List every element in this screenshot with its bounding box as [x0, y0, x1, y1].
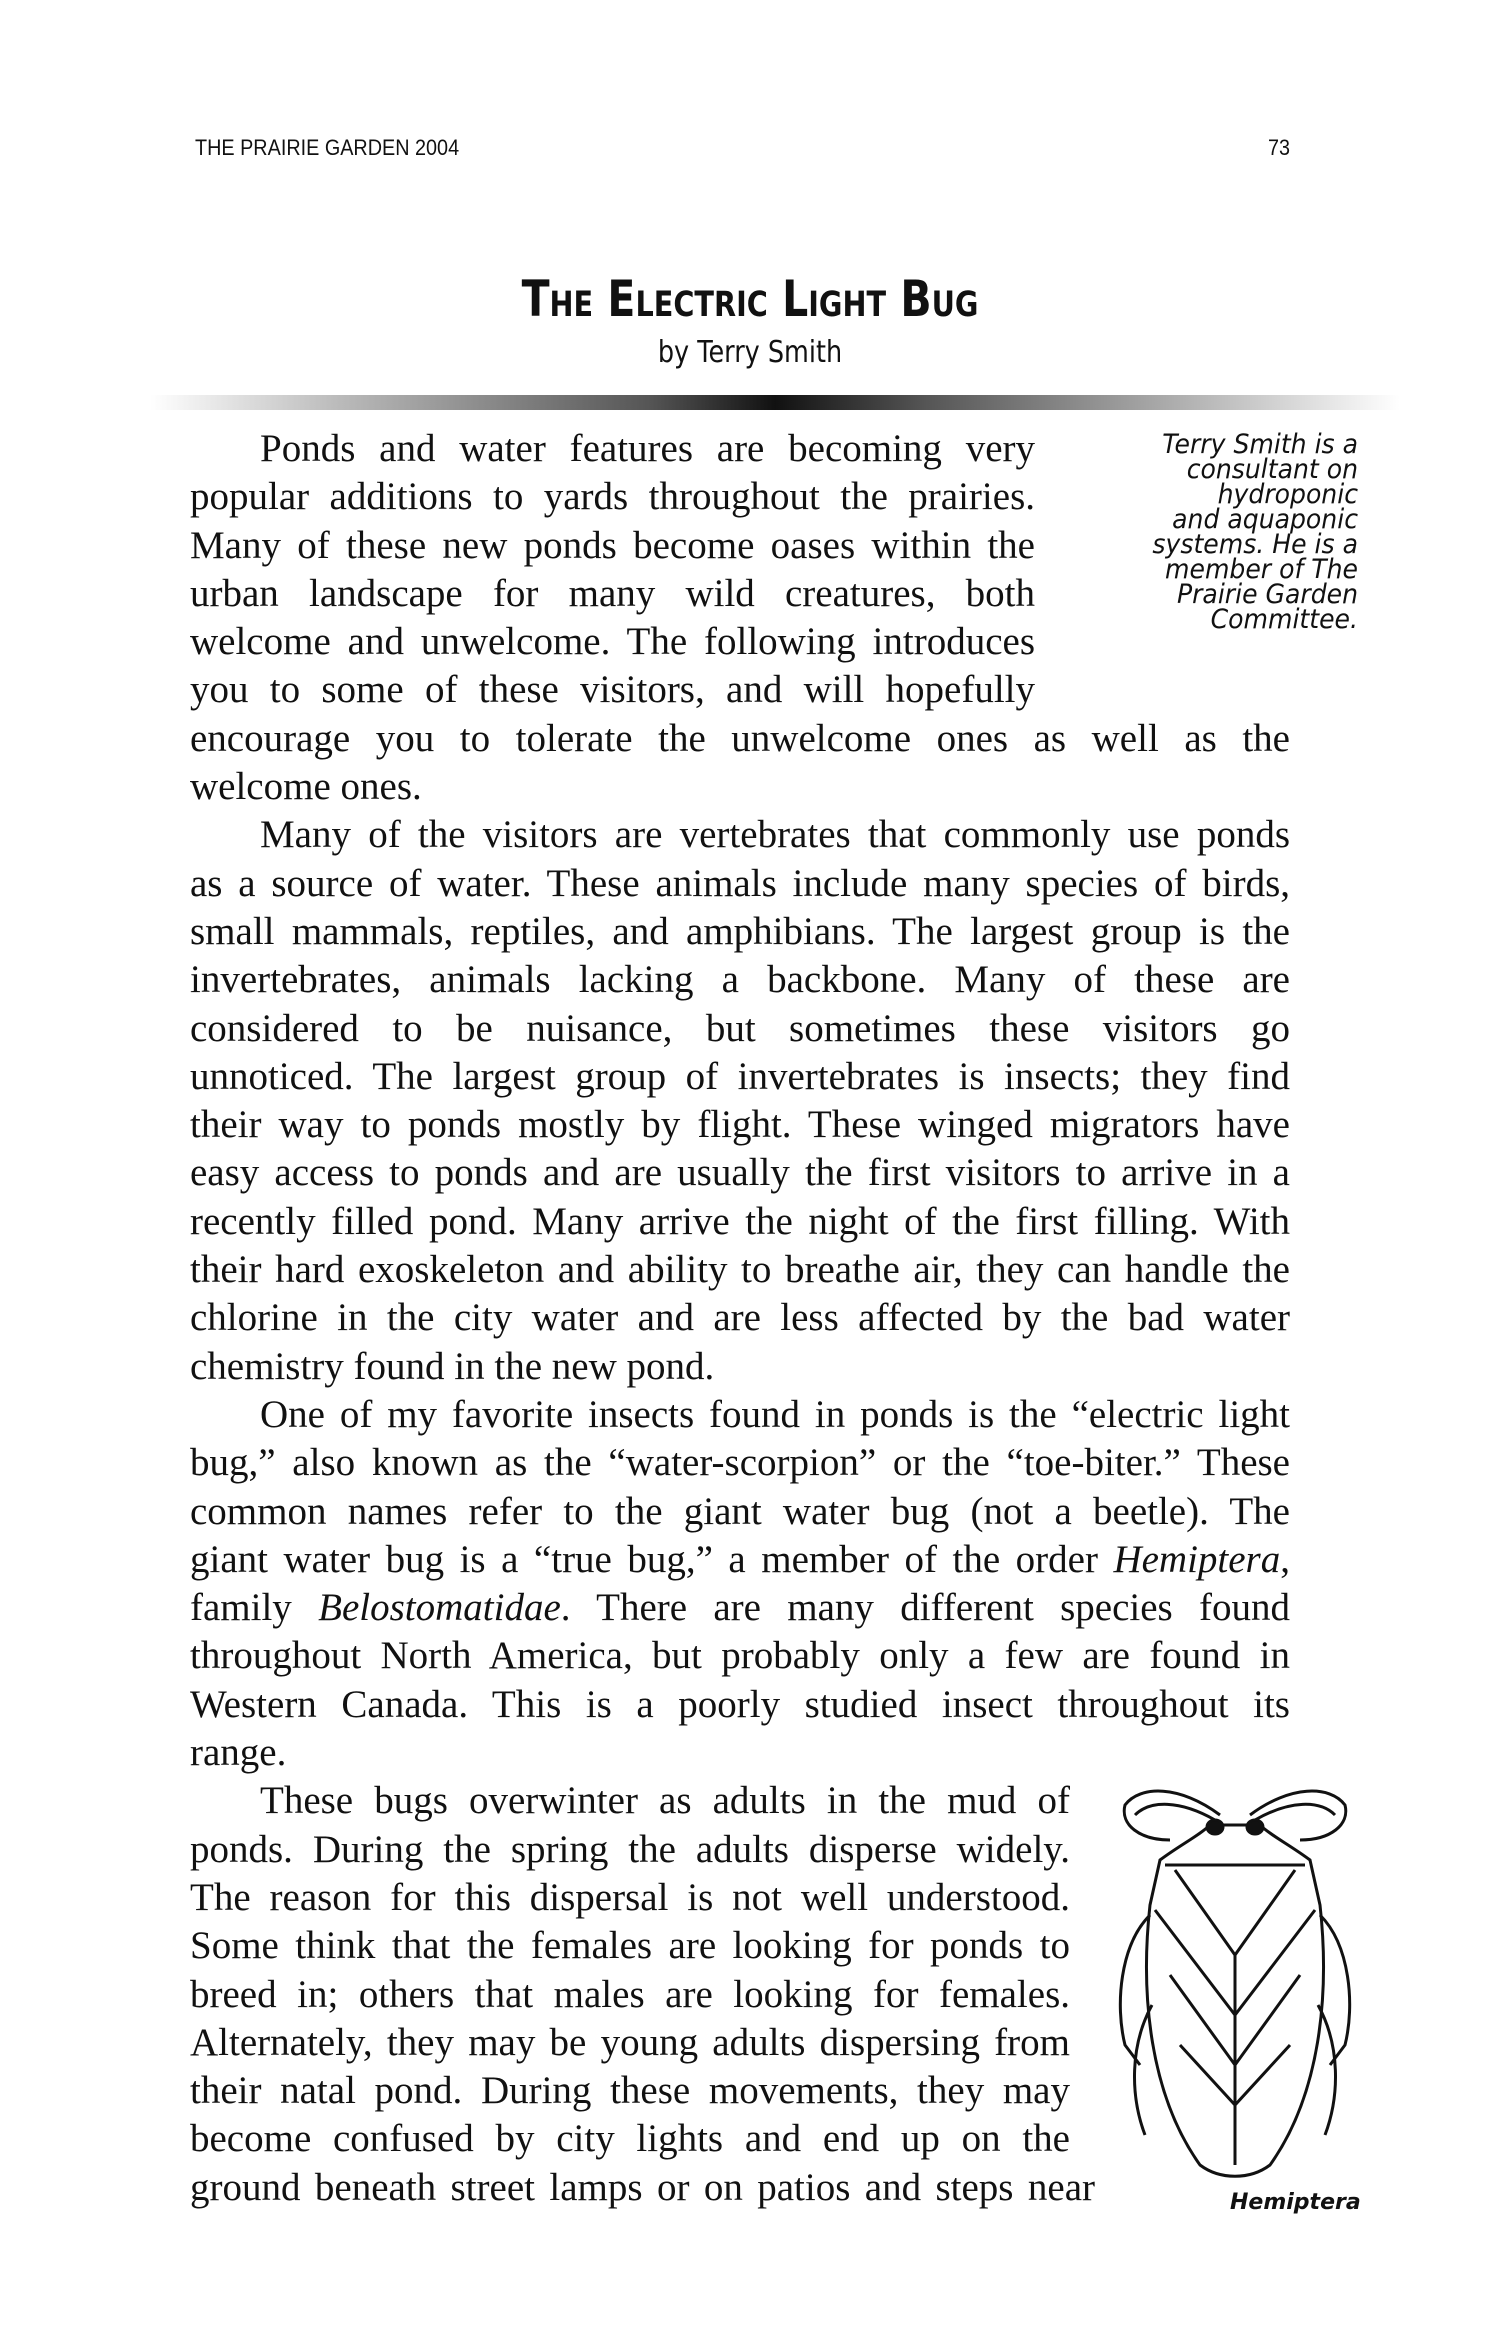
author-note-line: and aquaponic [1172, 504, 1358, 535]
text-line: range. [190, 1731, 287, 1775]
gradient-divider [150, 395, 1400, 410]
text-line: welcome and unwelcome. The following introduces [190, 620, 1035, 664]
author-note-line: Prairie Garden [1176, 579, 1358, 610]
author-note-line: member of The [1165, 554, 1358, 585]
text-line: The reason for this dispersal is not well understood. [190, 1875, 1070, 1919]
text-line: recently filled pond. Many arrive the night of the first filling. With [190, 1199, 1290, 1243]
text-line: These bugs overwinter as adults in the mud of [260, 1779, 1070, 1823]
text-line: invertebrates, animals lacking a backbone. Many of these are [190, 958, 1290, 1002]
text-line: as a source of water. These animals include many species of birds, [190, 861, 1290, 905]
text-line: chlorine in the city water and are less affected by the bad water [190, 1296, 1290, 1340]
author-note-line: hydroponic [1217, 479, 1358, 510]
text-line: popular additions to yards throughout the prairies. [190, 475, 1035, 519]
text-line: considered to be nuisance, but sometimes these visitors go [190, 1006, 1290, 1050]
text-line: ponds. During the spring the adults disperse widely. [190, 1827, 1070, 1871]
text-line: encourage you to tolerate the unwelcome ones as well as the [190, 716, 1290, 760]
text-line: bug,” also known as the “water-scorpion” or the “toe-biter.” These [190, 1441, 1290, 1485]
text-line [190, 1536, 1290, 1584]
text-line: unnoticed. The largest group of invertebrates is insects; they find [190, 1054, 1290, 1098]
text-line: small mammals, reptiles, and amphibians. The largest group is the [190, 909, 1290, 953]
text-line: Alternately, they may be young adults dispersing from [190, 2020, 1070, 2064]
text-span: , [1280, 1537, 1290, 1581]
text-line: easy access to ponds and are usually the first visitors to arrive in a [190, 1151, 1290, 1195]
text-line: ground beneath street lamps or on patios and steps near [190, 2165, 1095, 2209]
author-note-line: systems. He is a [1152, 529, 1358, 560]
text-line: Many of these new ponds become oases within the [190, 523, 1035, 567]
text-line: throughout North America, but probably only a few are found in [190, 1634, 1290, 1678]
paragraph-2 [190, 811, 1290, 1391]
text-span: family [190, 1586, 319, 1630]
author-note-line: Committee. [1210, 604, 1358, 635]
text-line: Western Canada. This is a poorly studied insect throughout its [190, 1682, 1290, 1726]
running-header: THE PRAIRIE GARDEN 2004 [195, 135, 460, 160]
giant-water-bug-illustration [1110, 1745, 1360, 2185]
text-line: common names refer to the giant water bug (not a beetle). The [190, 1489, 1290, 1533]
paragraph-1 [190, 425, 1290, 811]
article-byline: by Terry Smith [657, 335, 843, 370]
text-line: their hard exoskeleton and ability to breathe air, they can handle the [190, 1248, 1290, 1292]
paragraph-3 [190, 1391, 1290, 1777]
text-line: Ponds and water features are becoming very [260, 427, 1035, 470]
text-line: Some think that the females are looking for ponds to [190, 1924, 1070, 1968]
taxon-order: Hemiptera [1113, 1537, 1281, 1581]
text-line: One of my favorite insects found in ponds is the “electric light [260, 1392, 1290, 1436]
text-line: Many of the visitors are vertebrates that commonly use ponds [260, 813, 1290, 857]
text-line: their natal pond. During these movements, they may [190, 2069, 1070, 2113]
author-note-line: Terry Smith is a [1162, 429, 1358, 460]
article-title: The Electric Light Bug [521, 270, 979, 328]
text-line: chemistry found in the new pond. [190, 1344, 715, 1388]
text-line: urban landscape for many wild creatures, both [190, 571, 1035, 615]
taxon-family: Belostomatidae [318, 1586, 561, 1630]
text-span: . There are many different species found [560, 1586, 1290, 1630]
text-line [190, 1584, 1290, 1632]
figure-caption: Hemiptera [1230, 2190, 1361, 2215]
text-line: become confused by city lights and end up on the [190, 2117, 1070, 2161]
text-line: their way to ponds mostly by flight. These winged migrators have [190, 1103, 1290, 1147]
author-note-line: consultant on [1186, 454, 1358, 485]
text-line: you to some of these visitors, and will hopefully [190, 668, 1035, 712]
text-span: giant water bug is a “true bug,” a member of the order [190, 1537, 1114, 1581]
page-number: 73 [1268, 135, 1291, 160]
text-line: welcome ones. [190, 765, 422, 809]
text-line: breed in; others that males are looking for females. [190, 1972, 1070, 2016]
